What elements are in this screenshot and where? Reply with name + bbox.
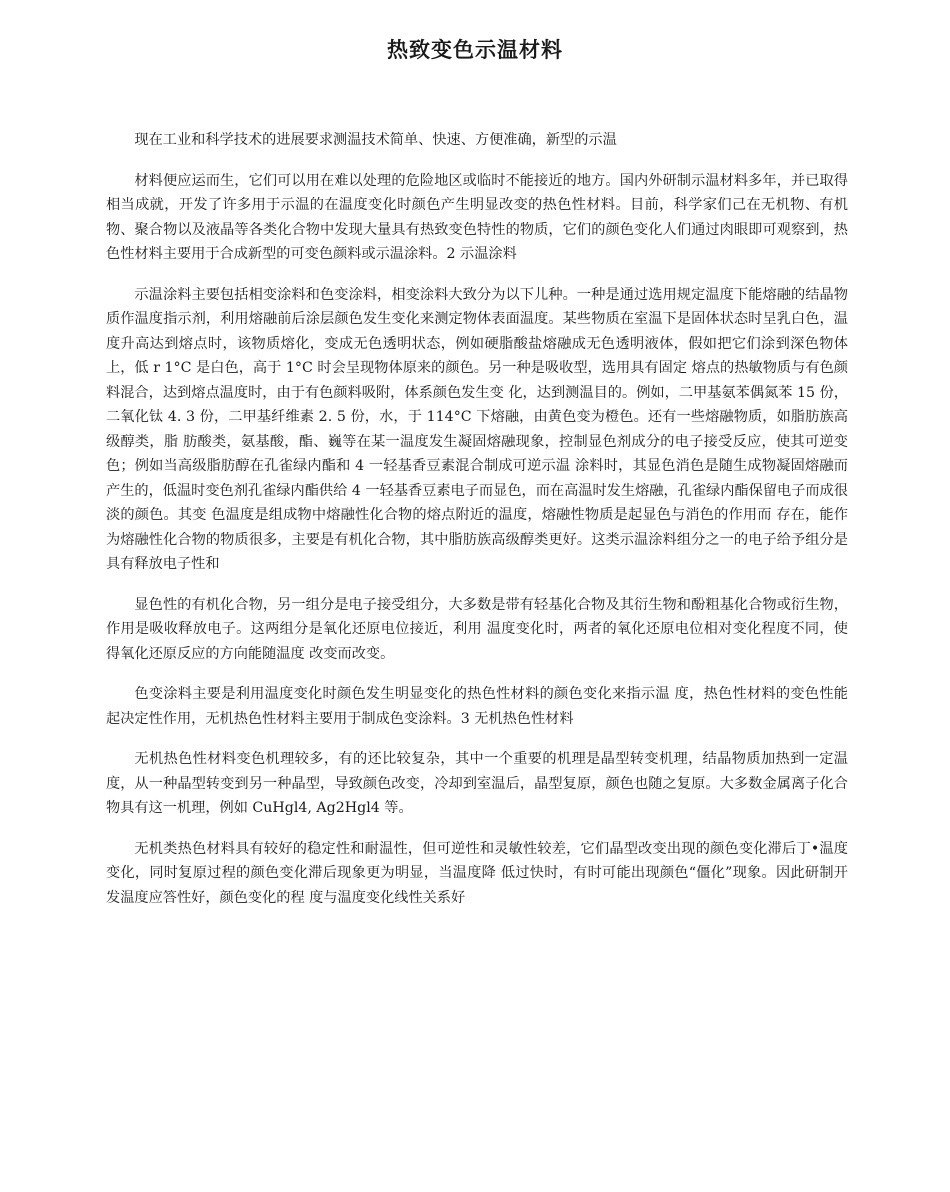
paragraph-3: 示温涂料主要包括相变涂料和色变涂料，相变涂料大致分为以下儿种。一种是通过选用规定温度下能熔融的结晶物质作温度指示剂，利用熔融前后涂层颜色发生变化来测定物体表面温度。某些物质在室温下是固体状态时呈乳白色，温度升高达到熔点时，该物质熔化，变成无色透明状态，例如硬脂酸盐熔融成无色透明液体，假如把它们涂到深色物体上，低 r 1°C 是白色，高于 1°C 时会呈现物体原来的颜色。另一种是吸收型，选用具有固定 熔点的热敏物质与有色颜料混合，达到熔点温度时，由于有色颜料吸附，体系颜色发生变 化，达到测温目的。例如，二甲基氨苯偶氮苯 15 份，二氧化钛 4. 3 份，二甲基纤维素 2. 5 份，水，于 114°C 下熔融，由黄色变为橙色。还有一些熔融物质，如脂肪族高级醇类，脂 肪酸类，氨基酸，酯、巍等在某一温度发生凝固熔融现象，控制显色剂成分的电子接受反应，使其可逆变色；例如当高级脂肪醇在孔雀绿内酯和 4 一轻基香豆素混合制成可逆示温 涂料时，其显色消色是随生成物凝固熔融而产生的，低温时变色剂孔雀绿内酯供给 4 一轻基香豆素电子而显色，而在高温时发生熔融，孔雀绿内酯保留电子而成很淡的颜色。其变 色温度是组成物中熔融性化合物的熔点附近的温度，熔融性物质是起显色与消色的作用而 存在，能作为熔融性化合物的物质很多，主要是有机化合物，其中脂肪族高级醇类更好。这类示温涂料组分之一的电子给予组分是具有释放电子性和 — [106, 286, 848, 572]
paragraph-7: 无机类热色材料具有较好的稳定性和耐温性，但可逆性和灵敏性较差，它们晶型改变出现的颜色变化滞后丁•温度变化，同时复原过程的颜色变化滞后现象更为明显，当温度降 低过快时，有时可能出现颜色“僵化”现象。因此研制开发温度应答性好，颜色变化的程 度与温度变化线性关系好 — [106, 840, 848, 906]
paragraph-5: 色变涂料主要是利用温度变化时颜色发生明显变化的热色性材料的颜色变化来指示温 度，热色性材料的变色性能起决定性作用，无机热色性材料主要用于制成色变涂料。3 无机热色性材料 — [106, 686, 848, 727]
document-body — [106, 128, 848, 926]
paragraph-4: 显色性的有机化合物，另一组分是电子接受组分，大多数是带有轻基化合物及其衍生物和酚粗基化合物或衍生物，作用是吸收释放电子。这两组分是氧化还原电位接近，利用 温度变化时，两者的氧化还原电位相对变化程度不同，使得氧化还原反应的方向能随温度 改变而改变。 — [106, 596, 848, 662]
document-title: 热致变色示温材料 — [387, 38, 563, 62]
paragraph-1: 现在工业和科学技术的进展要求测温技术简单、快速、方便准确，新型的示温 — [134, 132, 617, 148]
paragraph-6: 无机热色性材料变色机理较多，有的还比较复杂，其中一个重要的机理是晶型转变机理，结晶物质加热到一定温度，从一种晶型转变到另一种晶型，导致颜色改变，冷却到室温后，晶型复原，颜色也随之复原。大多数金属离子化合物具有这一机理，例如 CuHgl4, Ag2Hgl4 等。 — [106, 751, 848, 816]
paragraph-2: 材料便应运而生，它们可以用在难以处理的危险地区或临时不能接近的地方。国内外研制示温材料多年，并已取得相当成就，开发了许多用于示温的在温度变化时颜色产生明显改变的热色性材料。目前，科学家们己在无机物、有机物、聚合物以及液晶等各类化合物中发现大量具有热致变色特性的物质，它们的颜色变化人们通过肉眼即可观察到，热色性材料主要用于合成新型的可变色颜料或示温涂料。2 示温涂料 — [106, 172, 848, 262]
